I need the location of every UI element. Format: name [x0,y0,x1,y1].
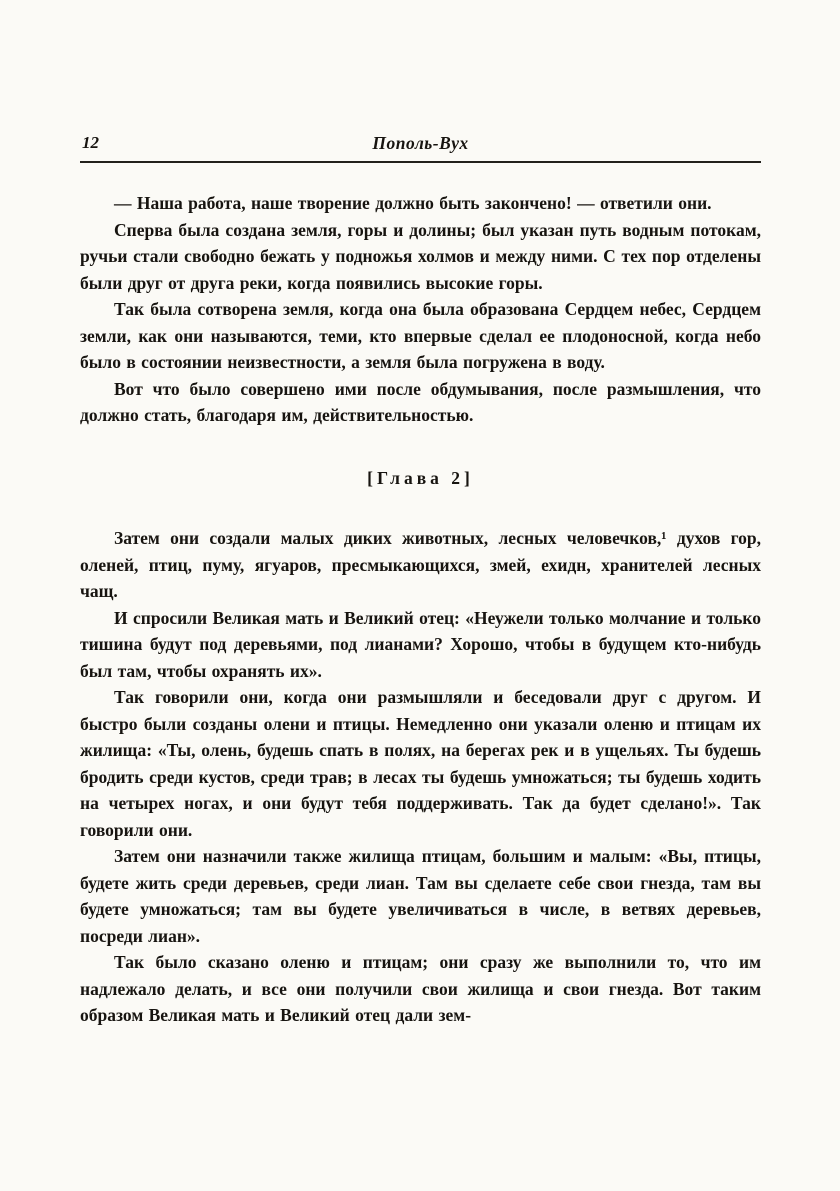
paragraph: — Наша работа, наше творение должно быть закончено! — ответили они. [114,193,712,213]
page-body [80,190,761,1029]
paragraph: Сперва была создана земля, горы и долины; был указан путь водным потокам, ручьи стали свободно бежать у подножья холмов и между ними. С тех пор отделены были друг от друга реки, когда появились высокие горы. [80,219,761,293]
page-header [80,132,761,156]
running-head-title: Пополь-Вух [372,133,469,153]
header-rule [80,161,761,163]
paragraph: Так говорили они, когда они размышляли и беседовали друг с другом. И быстро были созданы олени и птицы. Немедленно они указали оленю и птицам их жилища: «Ты, олень, будешь спать в полях, на берегах рек и в ущельях. Ты будешь бродить среди кустов, среди трав; в лесах ты будешь умножаться; ты будешь ходить на четырех ногах, и они будут тебя поддерживать. Так да будет сделано!». Так говорили они. [80,687,761,840]
paragraph: Так было сказано оленю и птицам; они сразу же выполнили то, что им надлежало делать, и все они получили свои жилища и свои гнезда. Вот таким образом Великая мать и Великий отец дали зем- [80,952,761,1025]
paragraph: Затем они назначили также жилища птицам, большим и малым: «Вы, птицы, будете жить среди деревьев, среди лиан. Там вы сделаете себе свои гнезда, там вы будете умножаться; там вы будете увеличиваться в числе, в ветвях деревьев, посреди лиан». [80,846,761,946]
paragraph: Затем они создали малых диких животных, лесных человечков,¹ духов гор, оленей, птиц, пуму, ягуаров, пресмыкающихся, змей, ехидн, хранителей лесных чащ. [80,528,761,601]
paragraph: Вот что было совершено ими после обдумывания, после размышления, что должно стать, благодаря им, действительностью. [80,378,761,425]
paragraph: Так была сотворена земля, когда она была образована Сердцем небес, Сердцем земли, как они называются, теми, кто впервые сделал ее плодоносной, когда небо было в состоянии неизвестности, а земля была погружена в воду. [80,299,761,372]
chapter-heading: [Глава 2] [367,467,474,488]
page-number: 12 [82,133,99,152]
paragraph: И спросили Великая мать и Великий отец: «Неужели только молчание и только тишина будут под деревьями, под лианами? Хорошо, чтобы в будущем кто-нибудь был там, чтобы охранять их». [80,607,761,681]
